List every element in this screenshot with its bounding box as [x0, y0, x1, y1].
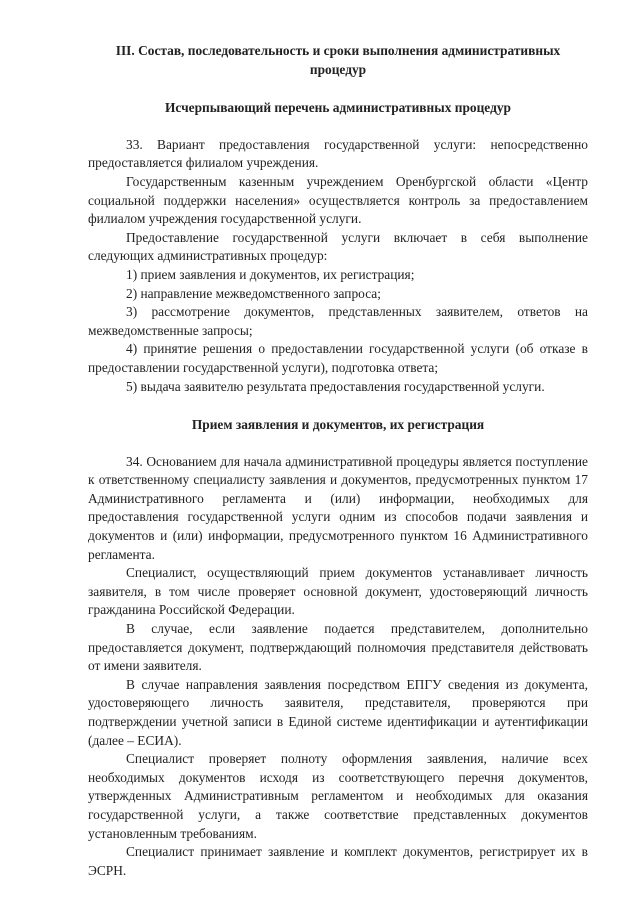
paragraph: Специалист принимает заявление и комплект документов, регистрирует их в ЭСРН.: [88, 844, 588, 878]
subtitle-reception: Прием заявления и документов, их регистрация: [191, 417, 485, 433]
subtitle-exhaustive-list: Исчерпывающий перечень административных процедур: [164, 100, 511, 116]
paragraph: Государственным казенным учреждением Оренбургской области «Центр социальной поддержки населения» осуществляется контроль за предоставлением филиалом учреждения государственной услуги.: [88, 173, 588, 227]
paragraph: В случае направления заявления посредством ЕПГУ сведения из документа, удостоверяющего личность заявителя, представителя, проверяются при подтверждении учетной записи в Единой системе идентификации и аутентификации (далее – ЕСИА).: [88, 676, 588, 748]
paragraph: В случае, если заявление подается представителем, дополнительно предоставляется документ, подтверждающий полномочия представителя действовать от имени заявителя.: [88, 621, 588, 674]
procedure-item: 2) направление межведомственного запроса;: [126, 285, 381, 301]
paragraph: Специалист проверяет полноту оформления заявления, наличие всех необходимых документов исходя из соответствующего перечня документов, утвержденных Административным регламентом и необходимых для оказания государственной услуги, а также соответствие представленных документов установленным требованиям.: [88, 751, 588, 841]
procedure-item: 5) выдача заявителю результата предоставления государственной услуги.: [126, 378, 545, 394]
procedure-item: 3) рассмотрение документов, представленных заявителем, ответов на межведомственные запросы;: [88, 304, 588, 338]
paragraph: Специалист, осуществляющий прием документов устанавливает личность заявителя, в том числе проверяет основной документ, удостоверяющий личность гражданина Российской Федерации.: [88, 565, 588, 618]
document-body: [88, 42, 588, 880]
paragraph: 33. Вариант предоставления государственной услуги: непосредственно предоставляется филиалом учреждения.: [88, 136, 588, 171]
section-title: III. Состав, последовательность и сроки выполнения административных процедур: [115, 43, 561, 77]
paragraph: 34. Основанием для начала административной процедуры является поступление к ответственному специалисту заявления и документов, предусмотренных пунктом 17 Административного регламента и (или) информации, необходимых для предоставления государственной услуги одним из способов подачи заявления и документов и (или) информации, предусмотренного пунктом 16 Административного регламента.: [88, 453, 588, 562]
procedure-item: 1) прием заявления и документов, их регистрация;: [126, 266, 415, 282]
paragraph: Предоставление государственной услуги включает в себя выполнение следующих административных процедур:: [88, 229, 588, 264]
procedure-item: 4) принятие решения о предоставлении государственной услуги (об отказе в предоставлении государственной услуги), подготовка ответа;: [88, 341, 588, 375]
